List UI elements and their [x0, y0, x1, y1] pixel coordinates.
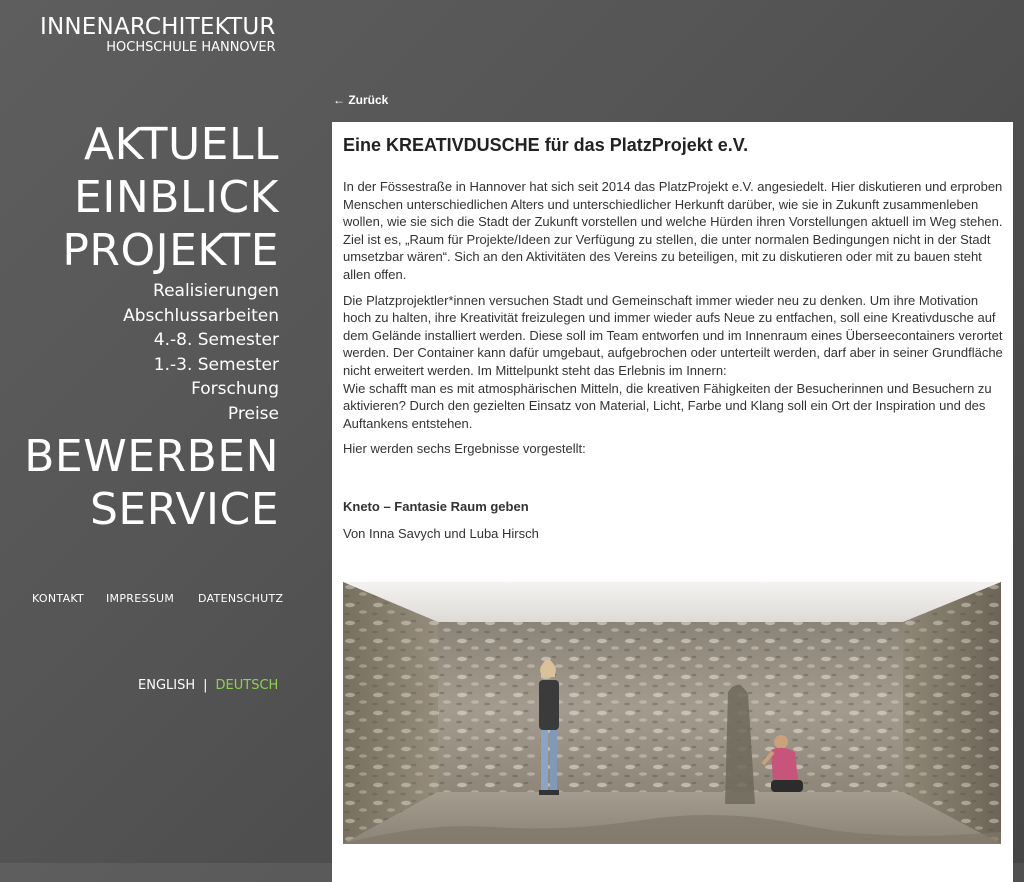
project-photo[interactable] — [343, 582, 1001, 844]
article-body — [343, 178, 1005, 550]
project-title: Kneto – Fantasie Raum geben — [343, 498, 529, 514]
nav-item-einblick[interactable]: EINBLICK — [74, 172, 279, 223]
footer-link-kontakt[interactable]: KONTAKT — [32, 592, 85, 605]
project-authors: Von Inna Savych und Luba Hirsch — [343, 525, 539, 541]
project-photo-illustration — [343, 582, 1001, 844]
article-paragraph: Wie schafft man es mit atmosphärischen Mitteln, die kreativen Fähigkeiten der Besucherinnen und Besuchern zu aktivieren? Durch den gezielten Einsatz von Material, Licht, Farbe und Klang soll ein Ort der Inspiration und des Auftankens entstehen. — [343, 380, 992, 431]
nav-item-service[interactable]: SERVICE — [90, 484, 279, 535]
footer-link-impressum[interactable]: IMPRESSUM — [106, 592, 175, 605]
nav-item-aktuell[interactable]: AKTUELL — [84, 119, 279, 170]
nav-sub-realisierungen[interactable]: Realisierungen — [153, 281, 279, 301]
language-switcher — [138, 678, 278, 693]
nav-item-bewerben[interactable]: BEWERBEN — [24, 431, 279, 482]
article-paragraph: In der Fössestraße in Hannover hat sich seit 2014 das PlatzProjekt e.V. angesiedelt. Hier diskutieren und erproben Menschen unterschiedlichen Alters und unterschiedlicher Herkunft darüber, wie sie in Zukunft zusammenleben wollen, wie sie sich die Stadt der Zukunft vorstellen und welche Hürden ihren Vorstellungen aktuell im Weg stehen. Ziel ist es, „Raum für Projekte/Ideen zur Verfügung zu stellen, die unter normalen Bedingungen nicht in der Stadt umsetzbar wären“. Sich an den Aktivitäten des Vereins zu beteiligen, mit zu diskutieren oder mit zu bauen steht allen offen. — [343, 179, 1003, 282]
main-navigation — [0, 118, 279, 536]
site-logo[interactable] — [40, 14, 276, 56]
article-title: Eine KREATIVDUSCHE für das PlatzProjekt e.V. — [343, 135, 749, 155]
nav-sub-preise[interactable]: Preise — [227, 403, 279, 424]
nav-item-projekte[interactable]: PROJEKTE — [62, 225, 279, 276]
language-english[interactable]: ENGLISH — [138, 678, 196, 693]
logo-subtitle: HOCHSCHULE HANNOVER — [106, 40, 276, 55]
language-deutsch[interactable]: DEUTSCH — [215, 678, 279, 693]
nav-sub-1-3-semester[interactable]: 1.-3. Semester — [153, 354, 279, 375]
article-paragraph: Die Platzprojektler*innen versuchen Stadt und Gemeinschaft immer wieder neu zu denken. Um ihre Motivation hoch zu halten, ihre Kreativität freizulegen und immer wieder aufs Neue zu entfachen, soll eine Kreativdusche auf dem Gelände installiert werden. Diese soll im Team entworfen und im Innenraum eines Überseecontainers verortet werden. Der Container kann dafür umgebaut, aufgebrochen oder unterteilt werden, darf aber in seiner Grundfläche nicht erweitert werden. Im Mittelpunkt steht das Erlebnis im Innern: — [343, 292, 1003, 378]
nav-sub-4-8-semester[interactable]: 4.-8. Semester — [153, 330, 279, 350]
projects-submenu — [0, 279, 279, 426]
article-panel — [332, 122, 1013, 882]
footer-link-datenschutz[interactable]: DATENSCHUTZ — [198, 592, 284, 605]
nav-sub-forschung[interactable]: Forschung — [191, 379, 279, 399]
language-separator: | — [203, 678, 208, 693]
back-link[interactable]: ← Zurück — [333, 93, 389, 107]
nav-sub-abschlussarbeiten[interactable]: Abschlussarbeiten — [123, 305, 279, 326]
article-paragraph: Hier werden sechs Ergebnisse vorgestellt: — [343, 441, 586, 457]
logo-title: INNENARCHITEKTUR — [40, 14, 276, 40]
